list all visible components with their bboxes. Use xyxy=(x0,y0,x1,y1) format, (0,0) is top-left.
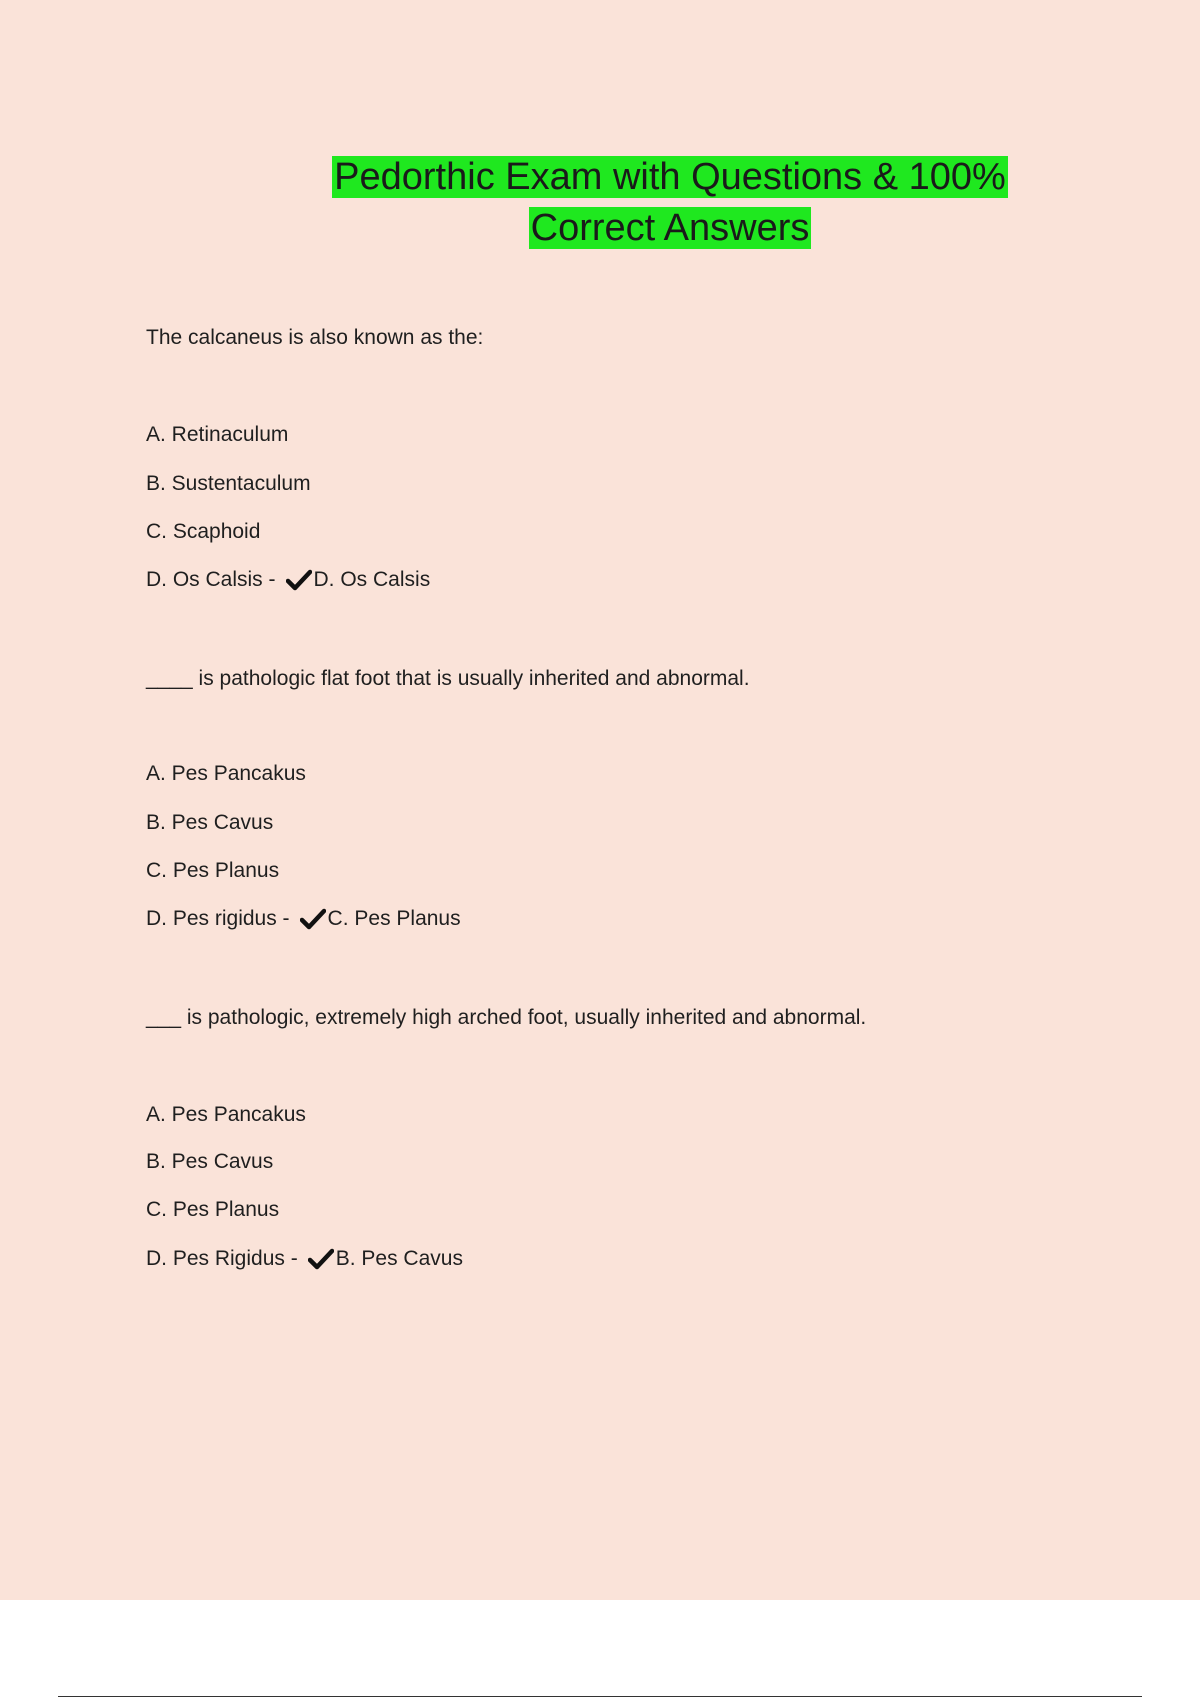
question-2-option-c: C. Pes Planus xyxy=(146,859,280,882)
question-2-option-a: A. Pes Pancakus xyxy=(146,762,306,785)
checkmark-icon xyxy=(308,1248,334,1270)
question-3-option-b: B. Pes Cavus xyxy=(146,1150,274,1173)
question-2-option-b: B. Pes Cavus xyxy=(146,811,274,834)
question-3-option-d: D. Pes Rigidus - xyxy=(146,1247,298,1270)
checkmark-icon xyxy=(286,569,312,591)
document-title xyxy=(140,152,1200,254)
question-1-answer: D. Os Calsis xyxy=(313,568,431,591)
question-3-answer: B. Pes Cavus xyxy=(335,1247,463,1270)
title-line-1: Pedorthic Exam with Questions & 100% xyxy=(334,156,1006,198)
question-3-option-c: C. Pes Planus xyxy=(146,1198,280,1221)
question-2-prompt: ____ is pathologic flat foot that is usually inherited and abnormal. xyxy=(146,667,750,690)
question-2-option-d: D. Pes rigidus - xyxy=(146,907,290,930)
checkmark-icon xyxy=(300,908,326,930)
question-3-option-a: A. Pes Pancakus xyxy=(146,1103,306,1126)
question-2-option-d-row xyxy=(146,907,461,931)
question-3-option-d-row xyxy=(146,1247,463,1271)
question-1-option-d: D. Os Calsis - xyxy=(146,568,276,591)
question-1-option-b: B. Sustentaculum xyxy=(146,472,311,495)
question-1-option-c: C. Scaphoid xyxy=(146,520,261,543)
question-1-option-a: A. Retinaculum xyxy=(146,423,289,446)
question-2-answer: C. Pes Planus xyxy=(327,907,461,930)
title-line-2: Correct Answers xyxy=(530,207,810,249)
question-3-prompt: ___ is pathologic, extremely high arched foot, usually inherited and abnormal. xyxy=(146,1006,867,1029)
question-1-option-d-row xyxy=(146,568,430,592)
footer-divider xyxy=(58,1696,1142,1697)
question-1-prompt: The calcaneus is also known as the: xyxy=(146,326,484,349)
